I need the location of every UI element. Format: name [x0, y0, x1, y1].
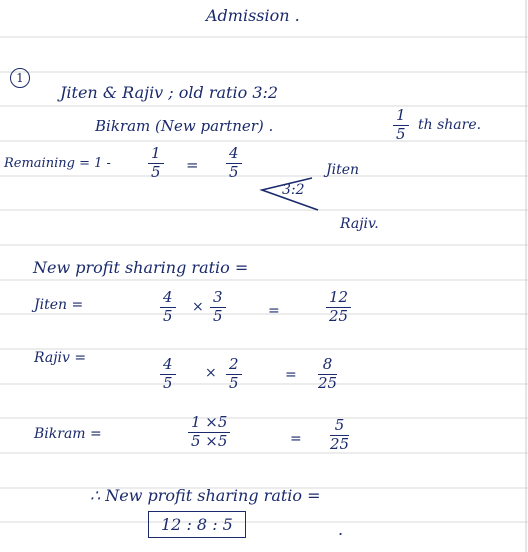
row-rajiv-b-num: 2 — [226, 357, 242, 375]
remaining-fraction-2 — [226, 146, 242, 181]
row-bikram-frac-a — [188, 415, 230, 450]
row-jiten-frac-b — [210, 290, 226, 325]
new-partner-line: Bikram (New partner) . — [95, 117, 274, 135]
row-jiten-r-den: 25 — [329, 306, 349, 325]
share-denominator: 5 — [396, 124, 406, 143]
row-jiten-eq: = — [268, 303, 280, 319]
row-rajiv-a-num: 4 — [160, 357, 176, 375]
question-number: 1 — [10, 68, 30, 88]
row-jiten-name: Jiten = — [34, 297, 84, 313]
row-jiten-a-num: 4 — [160, 290, 176, 308]
new-ratio-heading: New profit sharing ratio = — [33, 258, 249, 277]
answer-period: . — [338, 520, 344, 539]
row-bikram-result — [330, 418, 349, 453]
branch-ratio: 3:2 — [282, 182, 305, 198]
row-jiten-a-den: 5 — [163, 306, 173, 325]
branch-rajiv: Rajiv. — [340, 216, 379, 232]
row-rajiv-r-den: 25 — [318, 373, 338, 392]
old-ratio-line: Jiten & Rajiv ; old ratio 3:2 — [60, 83, 279, 102]
row-jiten-frac-a — [160, 290, 176, 325]
row-rajiv-eq: = — [285, 367, 297, 383]
row-jiten-b-den: 5 — [213, 306, 223, 325]
row-bikram-name: Bikram = — [34, 426, 102, 442]
row-rajiv-frac-a — [160, 357, 176, 392]
conclusion-text: ∴ New profit sharing ratio = — [90, 486, 321, 505]
row-jiten-b-num: 3 — [210, 290, 226, 308]
row-rajiv-b-den: 5 — [229, 373, 239, 392]
rem-equals: = — [186, 156, 199, 174]
rem-frac1-den: 5 — [151, 162, 161, 181]
final-answer-box: 12 : 8 : 5 — [148, 511, 246, 538]
row-jiten-r-num: 12 — [326, 290, 351, 308]
row-bikram-a-num: 1 ×5 — [188, 415, 230, 433]
row-rajiv-name: Rajiv = — [34, 350, 87, 366]
row-rajiv-op: × — [205, 365, 217, 381]
row-bikram-r-num: 5 — [330, 418, 349, 436]
row-jiten-op: × — [192, 299, 204, 315]
remaining-fraction-1 — [148, 146, 164, 181]
branch-jiten: Jiten — [326, 162, 360, 178]
row-rajiv-result — [318, 357, 337, 392]
share-suffix: th share. — [418, 117, 482, 133]
page-title: Admission . — [206, 6, 300, 25]
share-numerator: 1 — [393, 108, 409, 126]
row-bikram-eq: = — [290, 431, 302, 447]
row-rajiv-a-den: 5 — [163, 373, 173, 392]
rem-frac2-den: 5 — [229, 162, 239, 181]
row-rajiv-r-num: 8 — [318, 357, 337, 375]
remaining-label: Remaining = 1 - — [4, 156, 111, 171]
share-fraction — [393, 108, 409, 143]
rem-frac2-num: 4 — [226, 146, 242, 164]
rem-frac1-num: 1 — [148, 146, 164, 164]
row-bikram-r-den: 25 — [330, 434, 350, 453]
row-rajiv-frac-b — [226, 357, 242, 392]
row-jiten-result — [326, 290, 351, 325]
row-bikram-a-den: 5 ×5 — [191, 431, 228, 450]
